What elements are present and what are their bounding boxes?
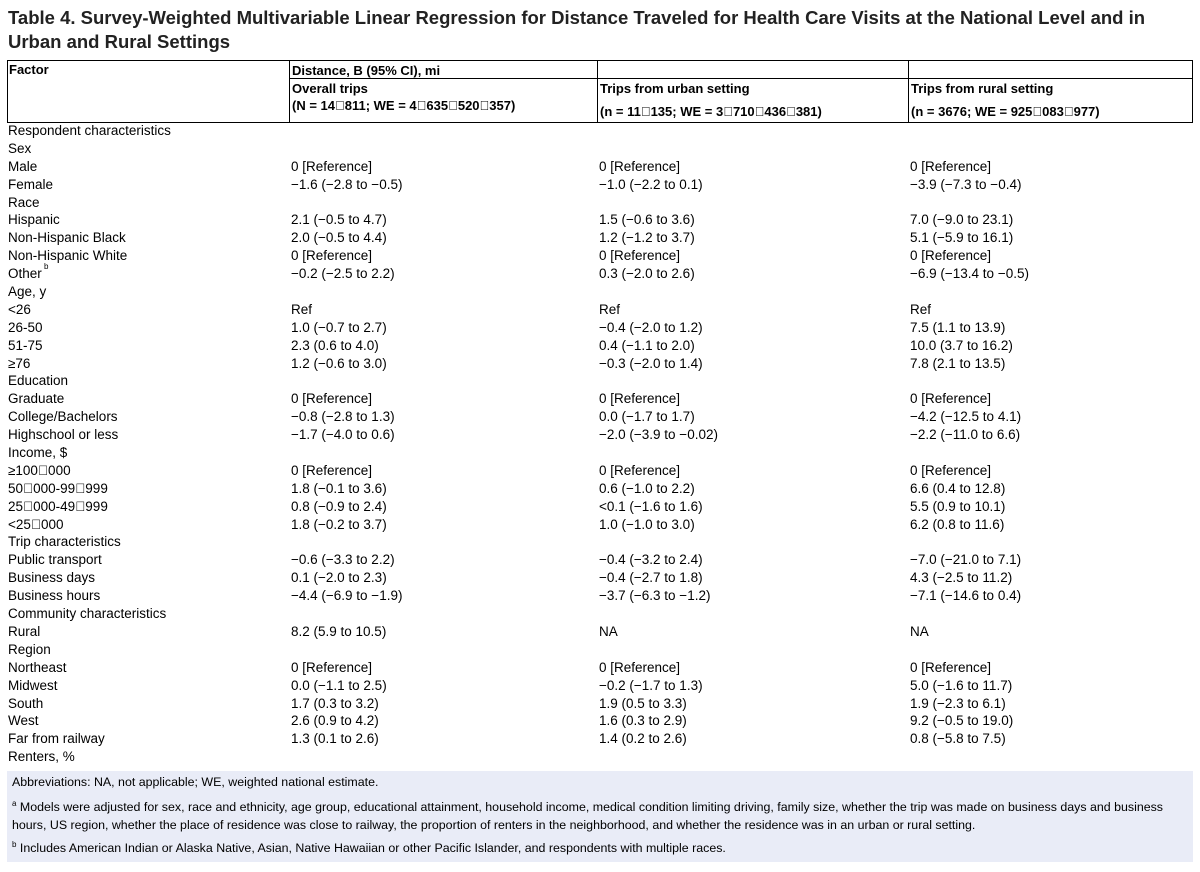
- cell-rural: 0 [Reference]: [910, 391, 992, 407]
- cell-rural: −7.1 (−14.6 to 0.4): [910, 588, 1022, 604]
- cell-rural: −7.0 (−21.0 to 7.1): [910, 552, 1022, 568]
- table-row: [8, 748, 1193, 766]
- table-row: [8, 677, 1193, 695]
- row-factor: Non-Hispanic Black: [8, 230, 126, 246]
- footnote-abbreviations: Abbreviations: NA, not applicable; WE, weighted national estimate.: [12, 775, 379, 789]
- cell-rural: 5.5 (0.9 to 10.1): [910, 498, 1006, 514]
- row-factor: <25 000: [8, 516, 64, 532]
- table-body: [8, 122, 1193, 766]
- cell-urban: NA: [599, 623, 618, 639]
- cell-overall: 0.1 (−2.0 to 2.3): [291, 570, 387, 586]
- cell-overall: Ref: [291, 301, 313, 317]
- row-factor: Female: [8, 176, 54, 192]
- cell-rural: 0 [Reference]: [910, 248, 992, 264]
- row-factor: Renters, %: [8, 749, 75, 765]
- cell-overall: 1.8 (−0.1 to 3.6): [291, 480, 387, 496]
- header-overall: Overall trips: [292, 81, 368, 96]
- row-factor: Rural: [8, 623, 41, 639]
- cell-urban: 1.2 (−1.2 to 3.7): [599, 230, 695, 246]
- table-row: [8, 140, 1193, 158]
- footnote-b: [12, 839, 1187, 857]
- row-factor: 25 000-49 999: [8, 498, 108, 514]
- table-row: [8, 337, 1193, 355]
- footnote-b-marker: b: [12, 839, 17, 849]
- cell-urban: 0 [Reference]: [599, 391, 681, 407]
- cell-rural: 0 [Reference]: [910, 158, 992, 174]
- cell-overall: −4.4 (−6.9 to −1.9): [291, 588, 403, 604]
- row-factor: 50 000-99 999: [8, 480, 108, 496]
- table-row: [8, 444, 1193, 462]
- row-factor: Graduate: [8, 391, 65, 407]
- cell-urban: 1.4 (0.2 to 2.6): [599, 731, 687, 747]
- row-factor: West: [8, 713, 39, 729]
- row-factor: Non-Hispanic White: [8, 248, 128, 264]
- table-row: [8, 712, 1193, 730]
- cell-rural: 5.0 (−1.6 to 11.7): [910, 677, 1013, 693]
- cell-rural: −3.9 (−7.3 to −0.4): [910, 176, 1022, 192]
- cell-rural: NA: [910, 623, 929, 639]
- row-factor: Education: [8, 373, 69, 389]
- table-row: [8, 158, 1193, 176]
- row-factor: Sex: [8, 140, 32, 156]
- cell-urban: −0.3 (−2.0 to 1.4): [599, 355, 703, 371]
- cell-urban: 1.6 (0.3 to 2.9): [599, 713, 687, 729]
- header-rural: Trips from rural setting: [911, 81, 1054, 96]
- row-factor: Community characteristics: [8, 606, 167, 622]
- cell-rural: 10.0 (3.7 to 16.2): [910, 337, 1013, 353]
- cell-overall: 1.8 (−0.2 to 3.7): [291, 516, 387, 532]
- table-row: [8, 194, 1193, 212]
- table-row: [8, 229, 1193, 247]
- row-factor: Income, $: [8, 445, 68, 461]
- cell-rural: −4.2 (−12.5 to 4.1): [910, 409, 1022, 425]
- header-urban-n: (n = 11 135; WE = 3 710 436 381): [600, 104, 822, 119]
- cell-overall: 1.7 (0.3 to 3.2): [291, 695, 379, 711]
- row-factor: Hispanic: [8, 212, 60, 228]
- cell-urban: −0.2 (−1.7 to 1.3): [599, 677, 703, 693]
- row-factor: Male: [8, 158, 38, 174]
- footnote-a-text: Models were adjusted for sex, race and ethnicity, age group, educational attainment, household income, medical condition limiting driving, family size, whether the trip was made on business days and business hours, US region, whether the place of residence was close to railway, the proportion of renters in the neighborhood, and whether the residence was in an urban or rural setting.: [12, 800, 1163, 832]
- footnote-a-marker: a: [12, 798, 17, 808]
- table-row: [8, 516, 1193, 534]
- cell-urban: −3.7 (−6.3 to −1.2): [599, 588, 711, 604]
- cell-overall: −0.6 (−3.3 to 2.2): [291, 552, 395, 568]
- row-factor: Far from railway: [8, 731, 105, 747]
- cell-urban: <0.1 (−1.6 to 1.6): [599, 498, 703, 514]
- cell-overall: −0.2 (−2.5 to 2.2): [291, 266, 395, 282]
- cell-rural: 0 [Reference]: [910, 659, 992, 675]
- cell-rural: 0.8 (−5.8 to 7.5): [910, 731, 1006, 747]
- table-row: [8, 623, 1193, 641]
- row-factor: <26: [8, 301, 31, 317]
- table-row: [8, 426, 1193, 444]
- row-factor: Age, y: [8, 284, 47, 300]
- cell-overall: 0 [Reference]: [291, 158, 373, 174]
- cell-urban: −0.4 (−3.2 to 2.4): [599, 552, 703, 568]
- cell-overall: 2.0 (−0.5 to 4.4): [291, 230, 387, 246]
- row-factor: Highschool or less: [8, 427, 119, 443]
- table-row: [8, 122, 1193, 140]
- row-factor: ≥76: [8, 355, 31, 371]
- table-row: [8, 355, 1193, 373]
- cell-overall: 0 [Reference]: [291, 659, 373, 675]
- row-factor: Northeast: [8, 659, 67, 675]
- cell-rural: 6.6 (0.4 to 12.8): [910, 480, 1006, 496]
- table-row: [8, 480, 1193, 498]
- row-factor: ≥100 000: [8, 462, 71, 478]
- cell-urban: −0.4 (−2.7 to 1.8): [599, 570, 703, 586]
- table-row: [8, 462, 1193, 480]
- cell-overall: 0.0 (−1.1 to 2.5): [291, 677, 387, 693]
- table-row: [8, 176, 1193, 194]
- cell-rural: 9.2 (−0.5 to 19.0): [910, 713, 1014, 729]
- cell-urban: 0.0 (−1.7 to 1.7): [599, 409, 695, 425]
- row-factor: Respondent characteristics: [8, 123, 171, 138]
- table-row: [8, 283, 1193, 301]
- row-factor: South: [8, 695, 44, 711]
- table-row: [8, 211, 1193, 229]
- cell-overall: 1.0 (−0.7 to 2.7): [291, 319, 387, 335]
- table-row: [8, 569, 1193, 587]
- header-rule: [289, 78, 1192, 79]
- cell-overall: 1.3 (0.1 to 2.6): [291, 731, 379, 747]
- row-factor: Region: [8, 641, 51, 657]
- row-factor: 26-50: [8, 319, 43, 335]
- header-factor: Factor: [9, 62, 49, 77]
- cell-urban: −2.0 (−3.9 to −0.02): [599, 427, 718, 443]
- table-row: Other b −0.2 (−2.5 to 2.2) 0.3 (−2.0 to 2.6) −6.9 (−13.4 to −0.5): [8, 262, 1029, 282]
- cell-rural: 5.1 (−5.9 to 16.1): [910, 230, 1014, 246]
- cell-urban: 1.5 (−0.6 to 3.6): [599, 212, 695, 228]
- cell-overall: 0.8 (−0.9 to 2.4): [291, 498, 387, 514]
- table-row: [8, 730, 1193, 748]
- cell-urban: Ref: [599, 301, 621, 317]
- header-distance: Distance, B (95% CI), mi: [292, 63, 441, 78]
- cell-overall: 1.2 (−0.6 to 3.0): [291, 355, 387, 371]
- header-urban: Trips from urban setting: [600, 81, 750, 96]
- cell-rural: 7.5 (1.1 to 13.9): [910, 319, 1006, 335]
- cell-overall: 2.3 (0.6 to 4.0): [291, 337, 379, 353]
- row-factor: Other: [8, 266, 42, 282]
- cell-urban: 0 [Reference]: [599, 158, 681, 174]
- row-factor: 51-75: [8, 337, 43, 353]
- cell-overall: −1.6 (−2.8 to −0.5): [291, 176, 403, 192]
- table-row: [8, 319, 1193, 337]
- cell-urban: 0.6 (−1.0 to 2.2): [599, 480, 695, 496]
- table-row: [8, 498, 1193, 516]
- row-factor: Race: [8, 194, 40, 210]
- row-factor: Business hours: [8, 588, 101, 604]
- footnote-a: [12, 798, 1187, 834]
- header-divider: [597, 61, 598, 122]
- row-factor: Business days: [8, 570, 96, 586]
- header-rural-n: (n = 3676; WE = 925 083 977): [911, 104, 1100, 119]
- cell-urban: 0.3 (−2.0 to 2.6): [599, 266, 695, 282]
- cell-overall: 0 [Reference]: [291, 248, 373, 264]
- row-factor: Public transport: [8, 552, 102, 568]
- table-row: [8, 247, 1193, 265]
- cell-urban: 0 [Reference]: [599, 248, 681, 264]
- row-factor: Trip characteristics: [8, 534, 121, 550]
- table-row: [8, 695, 1193, 713]
- cell-overall: 2.6 (0.9 to 4.2): [291, 713, 379, 729]
- cell-urban: −1.0 (−2.2 to 0.1): [599, 176, 703, 192]
- table-row: [8, 408, 1193, 426]
- cell-rural: 0 [Reference]: [910, 462, 992, 478]
- table-row: [8, 659, 1193, 677]
- cell-urban: 1.9 (0.5 to 3.3): [599, 695, 687, 711]
- cell-overall: 0 [Reference]: [291, 391, 373, 407]
- row-factor: College/Bachelors: [8, 409, 118, 425]
- header-divider: [289, 61, 290, 122]
- cell-overall: 0 [Reference]: [291, 462, 373, 478]
- table-row: [8, 587, 1193, 605]
- table-row: [8, 551, 1193, 569]
- table-row: [8, 641, 1193, 659]
- cell-rural: 4.3 (−2.5 to 11.2): [910, 570, 1013, 586]
- table-row: [8, 301, 1193, 319]
- cell-rural: 7.0 (−9.0 to 23.1): [910, 212, 1014, 228]
- cell-overall: 8.2 (5.9 to 10.5): [291, 623, 387, 639]
- table-row: [8, 605, 1193, 623]
- header-overall-n: (N = 14 811; WE = 4 635 520 357): [292, 98, 516, 113]
- table-row: [8, 372, 1193, 390]
- cell-overall: 2.1 (−0.5 to 4.7): [291, 212, 387, 228]
- cell-overall: −1.7 (−4.0 to 0.6): [291, 427, 395, 443]
- cell-urban: 0 [Reference]: [599, 462, 681, 478]
- cell-rural: Ref: [910, 301, 932, 317]
- cell-urban: 1.0 (−1.0 to 3.0): [599, 516, 695, 532]
- table-header: [7, 60, 1193, 123]
- cell-urban: 0 [Reference]: [599, 659, 681, 675]
- table-row: [8, 390, 1193, 408]
- cell-urban: −0.4 (−2.0 to 1.2): [599, 319, 703, 335]
- cell-rural: −6.9 (−13.4 to −0.5): [910, 266, 1029, 282]
- cell-rural: 7.8 (2.1 to 13.5): [910, 355, 1006, 371]
- row-factor: Midwest: [8, 677, 58, 693]
- cell-rural: 6.2 (0.8 to 11.6): [910, 516, 1005, 532]
- table-row: [8, 533, 1193, 551]
- table-footnotes: [7, 771, 1193, 862]
- cell-rural: −2.2 (−11.0 to 6.6): [910, 427, 1021, 443]
- footnote-b-text: Includes American Indian or Alaska Native, Asian, Native Hawaiian or other Pacific Islander, and respondents with multiple races.: [19, 841, 726, 855]
- cell-overall: −0.8 (−2.8 to 1.3): [291, 409, 395, 425]
- cell-rural: 1.9 (−2.3 to 6.1): [910, 695, 1006, 711]
- table-title: Table 4. Survey-Weighted Multivariable Linear Regression for Distance Traveled for Health Care Visits at the National Level and in Urban and Rural Settings: [8, 7, 1146, 52]
- header-divider: [908, 61, 909, 122]
- cell-urban: 0.4 (−1.1 to 2.0): [599, 337, 695, 353]
